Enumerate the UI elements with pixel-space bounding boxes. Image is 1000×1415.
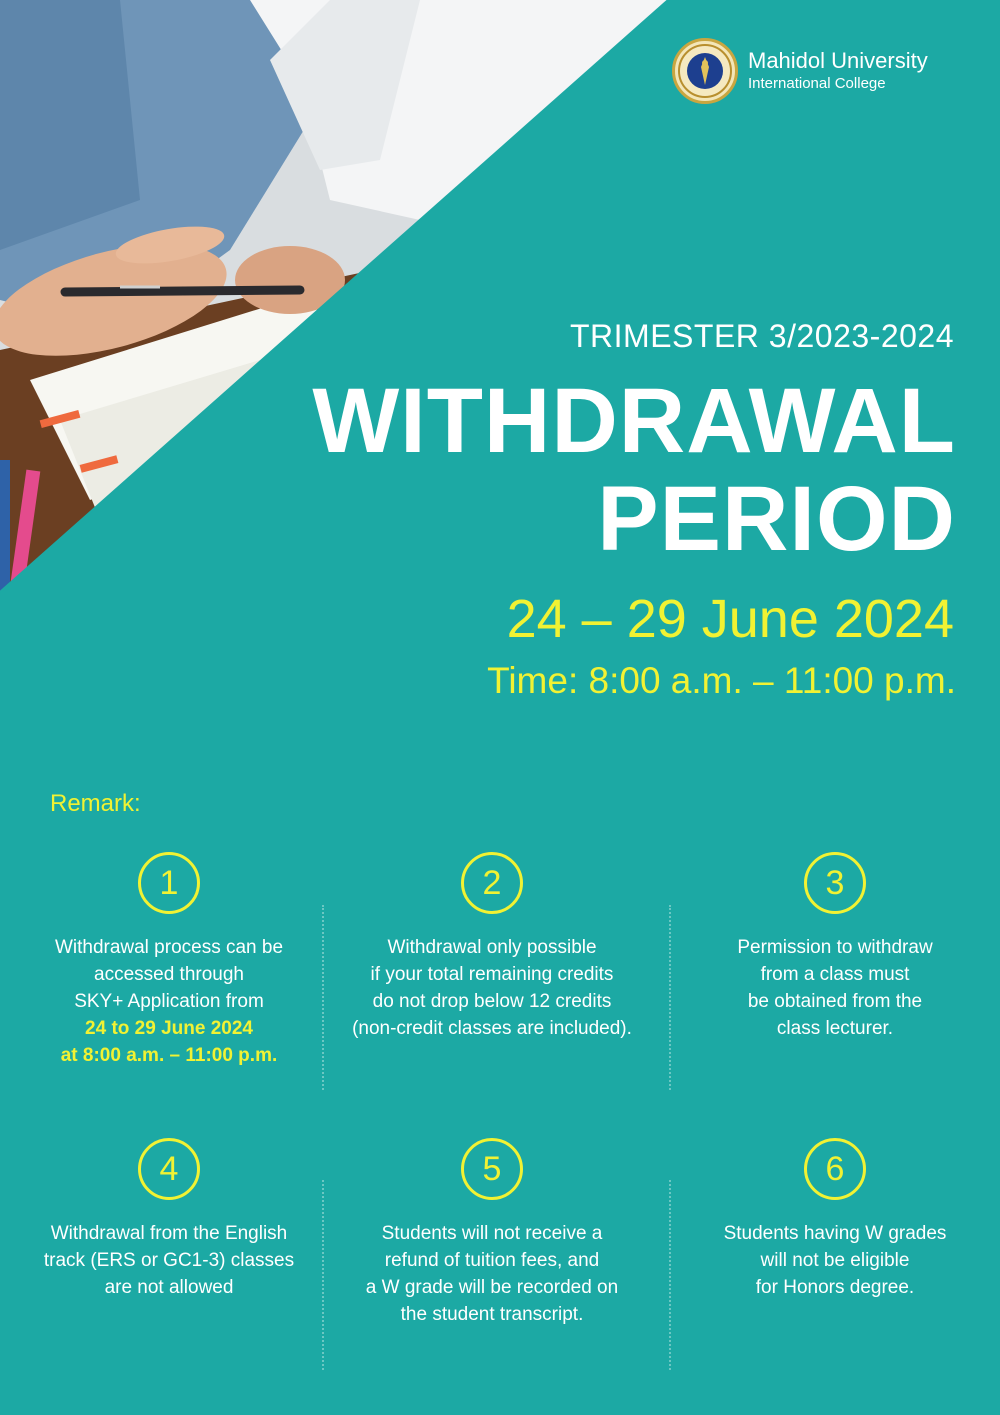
- university-name: Mahidol University: [748, 48, 928, 73]
- item-line: will not be eligible: [760, 1250, 910, 1271]
- column-divider: [669, 1180, 671, 1370]
- remark-item-6: [685, 1138, 985, 1301]
- remark-item-5: [342, 1138, 642, 1328]
- item-line: track (ERS or GC1-3) classes: [43, 1250, 295, 1271]
- remark-item-4: [19, 1138, 319, 1301]
- number-badge: 3: [804, 852, 866, 914]
- item-line: Withdrawal only possible: [387, 937, 597, 958]
- column-divider: [669, 905, 671, 1090]
- item-line: from a class must: [760, 964, 910, 985]
- remark-item-3: [685, 852, 985, 1042]
- number-badge: 4: [138, 1138, 200, 1200]
- trimester-label: TRIMESTER 3/2023-2024: [570, 318, 954, 354]
- item-line: are not allowed: [104, 1277, 234, 1298]
- column-divider: [322, 905, 324, 1090]
- item-line: do not drop below 12 credits: [372, 991, 612, 1012]
- remark-item-1: [19, 852, 319, 1069]
- university-logo-block: [672, 38, 928, 104]
- item-line: Withdrawal process can be: [54, 937, 284, 958]
- item-line: Permission to withdraw: [737, 937, 933, 958]
- withdrawal-dates: 24 – 29 June 2024: [506, 589, 954, 649]
- item-line: Students having W grades: [723, 1223, 947, 1244]
- number-badge: 5: [461, 1138, 523, 1200]
- item-line: (non-credit classes are included).: [352, 1018, 632, 1039]
- number-badge: 6: [804, 1138, 866, 1200]
- item-line: if your total remaining credits: [370, 964, 614, 985]
- item-line: be obtained from the: [747, 991, 923, 1012]
- item-line: Withdrawal from the English: [50, 1223, 288, 1244]
- item-highlight-dates: 24 to 29 June 2024: [85, 1018, 253, 1039]
- remark-item-2: [342, 852, 642, 1042]
- withdrawal-time: Time: 8:00 a.m. – 11:00 p.m.: [487, 660, 956, 701]
- university-seal-icon: [672, 38, 738, 104]
- item-line: the student transcript.: [400, 1304, 584, 1325]
- item-line: a W grade will be recorded on: [365, 1277, 619, 1298]
- item-line: class lecturer.: [776, 1018, 894, 1039]
- item-line: for Honors degree.: [755, 1277, 915, 1298]
- college-name: International College: [748, 75, 886, 92]
- title-line-2: PERIOD: [597, 468, 956, 570]
- item-line: Students will not receive a: [381, 1223, 603, 1244]
- item-highlight-time: at 8:00 a.m. – 11:00 p.m.: [60, 1045, 278, 1066]
- number-badge: 1: [138, 852, 200, 914]
- number-badge: 2: [461, 852, 523, 914]
- title-line-1: WITHDRAWAL: [312, 370, 956, 472]
- remark-label: Remark:: [50, 790, 141, 817]
- item-line: SKY+ Application from: [74, 991, 264, 1012]
- item-line: refund of tuition fees, and: [384, 1250, 600, 1271]
- column-divider: [322, 1180, 324, 1370]
- page-title: [312, 372, 956, 568]
- item-line: accessed through: [94, 964, 244, 985]
